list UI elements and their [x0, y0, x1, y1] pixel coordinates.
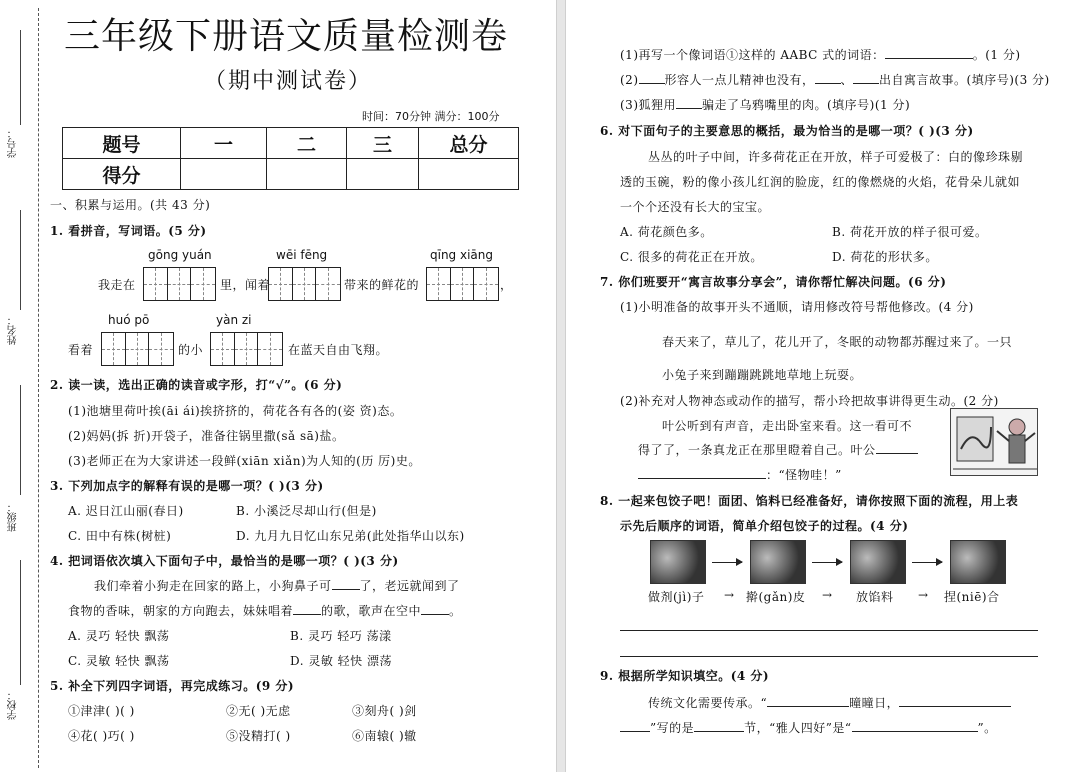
- q8-step: 擀(gǎn)皮: [746, 590, 806, 604]
- q3-stem: 3. 下列加点字的解释有误的是哪一项？( )(3 分): [50, 479, 324, 493]
- q9-stem: 9. 根据所学知识填空。(4 分): [600, 669, 770, 683]
- q6-option-c[interactable]: C. 很多的荷花正在开放。: [620, 250, 763, 264]
- q7-blank[interactable]: [876, 442, 918, 454]
- score-cell[interactable]: [267, 159, 347, 190]
- q1-pinyin: wēi fēng: [276, 248, 328, 262]
- arrow-glyph: →: [724, 588, 735, 602]
- q1-writing-grid[interactable]: [210, 332, 283, 366]
- page-title: 三年级下册语文质量检测卷: [64, 16, 509, 57]
- q3-option-d[interactable]: D. 九月九日忆山东兄弟(此处指华山以东): [236, 529, 465, 543]
- q4-passage: [94, 577, 460, 594]
- page-gutter: [556, 0, 566, 772]
- q9-blank[interactable]: [620, 720, 650, 732]
- label-name: 姓名：: [8, 315, 19, 345]
- arrow-glyph: →: [918, 588, 929, 602]
- q1-writing-grid[interactable]: [101, 332, 174, 366]
- q3-option-b[interactable]: B. 小溪泛尽却山行(但是): [236, 504, 377, 518]
- q1-writing-grid[interactable]: [143, 267, 216, 301]
- r-text: 骗走了乌鸦嘴里的肉。(填序号)(1 分): [702, 98, 911, 112]
- label-school: 学校：: [8, 690, 19, 720]
- score-header-cell: 三: [347, 128, 419, 159]
- rolling-photo: [750, 540, 806, 584]
- q1-text: ，: [500, 278, 513, 292]
- q4-text: 食物的香味，朝家的方向跑去，妹妹唱着: [68, 604, 294, 618]
- r-text: 。(1 分): [972, 48, 1021, 62]
- r-text: (3)狐狸用: [620, 98, 676, 112]
- q9-line: [620, 719, 997, 736]
- q1-pinyin: gōng yuán: [148, 248, 212, 262]
- pinching-photo: [950, 540, 1006, 584]
- q4-option-c[interactable]: C. 灵敏 轻快 飘荡: [68, 654, 170, 668]
- q7-passage[interactable]: 小兔子来到蹦蹦跳跳地草地上玩耍。: [662, 368, 863, 382]
- q4-blank[interactable]: [293, 603, 321, 615]
- q1-pinyin: yàn zi: [216, 313, 252, 327]
- r-blank[interactable]: [853, 72, 879, 84]
- q9-blank[interactable]: [767, 695, 849, 707]
- score-cell[interactable]: [347, 159, 419, 190]
- q4-option-d[interactable]: D. 灵敏 轻快 漂荡: [290, 654, 392, 668]
- q5-item[interactable]: ①津津( )( ): [68, 704, 135, 718]
- q4-stem: 4. 把词语依次填入下面句子中，最恰当的是哪一项？( )(3 分): [50, 554, 399, 568]
- q8-step: 做剂(jì)子: [648, 590, 705, 604]
- r-text: 形容人一点儿精神也没有，: [664, 73, 815, 87]
- q9-text: ”写的是: [650, 721, 695, 735]
- q2-line[interactable]: (3)老师正在为大家讲述一段鲜(xiān xiǎn)为人知的(历 厉)史。: [68, 454, 421, 468]
- q5-item[interactable]: ③刻舟( )剑: [352, 704, 417, 718]
- q1-writing-grid[interactable]: [268, 267, 341, 301]
- label-class: 班级：: [8, 502, 19, 532]
- q1-text: 带来的鲜花的: [344, 278, 420, 292]
- q5-stem: 5. 补全下列四字词语，再完成练习。(9 分): [50, 679, 295, 693]
- q8-stem: 8. 一起来包饺子吧！面团、馅料已经准备好，请你按照下面的流程，用上表: [600, 494, 1019, 508]
- q4-option-a[interactable]: A. 灵巧 轻快 飘荡: [68, 629, 170, 643]
- r-line-2: [620, 71, 1050, 88]
- r-blank[interactable]: [639, 72, 665, 84]
- dough-photo: [650, 540, 706, 584]
- filling-photo: [850, 540, 906, 584]
- score-header-cell: 总分: [419, 128, 519, 159]
- q9-blank[interactable]: [694, 720, 744, 732]
- q5-item[interactable]: ④花( )巧( ): [68, 729, 135, 743]
- q1-text: 的小: [178, 343, 204, 357]
- score-header-cell: 题号: [63, 128, 181, 159]
- q8-answer-line[interactable]: [620, 656, 1038, 657]
- q2-line[interactable]: (2)妈妈(拆 折)开袋子，准备往锅里撒(sǎ sā)盐。: [68, 429, 345, 443]
- field-line-name[interactable]: [20, 210, 21, 310]
- arrow-icon: [912, 562, 942, 563]
- q5-item[interactable]: ⑥南辕( )辙: [352, 729, 417, 743]
- q4-text: 我们牵着小狗走在回家的路上，小狗鼻子可: [94, 579, 332, 593]
- q5-item[interactable]: ②无( )无虑: [226, 704, 291, 718]
- q4-blank[interactable]: [421, 603, 449, 615]
- q7-passage: [638, 441, 918, 458]
- q1-text: 里，闻着: [220, 278, 271, 292]
- q6-passage: 丛丛的叶子中间，许多荷花正在开放，样子可爱极了：白的像珍珠剔: [648, 150, 1024, 164]
- q1-stem: 1. 看拼音，写词语。(5 分): [50, 224, 207, 238]
- q4-option-b[interactable]: B. 灵巧 轻巧 荡漾: [290, 629, 392, 643]
- q6-stem: 6. 对下面句子的主要意思的概括，最为恰当的是哪一项？( )(3 分): [600, 124, 974, 138]
- score-cell[interactable]: [419, 159, 519, 190]
- q8-step: 放馅料: [856, 590, 894, 604]
- q8-step: 捏(niē)合: [944, 590, 1000, 604]
- score-row-label: 得分: [63, 159, 181, 190]
- q2-stem: 2. 读一读，选出正确的读音或字形，打“√”。(6 分): [50, 378, 343, 392]
- q1-writing-grid[interactable]: [426, 267, 499, 301]
- q5-item[interactable]: ⑤没精打( ): [226, 729, 291, 743]
- q4-text: 了，老远就闻到了: [359, 579, 460, 593]
- arrow-icon: [812, 562, 842, 563]
- page-subtitle: （期中测试卷）: [204, 69, 373, 94]
- r-text: (2): [620, 73, 639, 87]
- q7-passage[interactable]: 春天来了，草儿了，花儿开了，冬眠的动物都苏醒过来了。一只: [662, 335, 1013, 349]
- exam-meta: 时间：70分钟 满分：100分: [362, 110, 500, 123]
- q9-text: 节，“雅人四好”是“: [744, 721, 852, 735]
- right-page: [566, 0, 1080, 772]
- q9-text: 传统文化需要传承。“: [648, 696, 768, 710]
- field-line-student-number[interactable]: [20, 30, 21, 125]
- q1-text: 看着: [68, 343, 94, 357]
- q9-blank[interactable]: [899, 695, 1011, 707]
- q1-text: 在蓝天自由飞翔。: [288, 343, 389, 357]
- binding-dashed-line: [38, 8, 39, 768]
- arrow-icon: [712, 562, 742, 563]
- q6-option-a[interactable]: A. 荷花颜色多。: [620, 225, 713, 239]
- q2-line[interactable]: (1)池塘里荷叶挨(āi ái)挨挤挤的，荷花各有各的(姿 资)态。: [68, 404, 403, 418]
- q1-pinyin: huó pō: [108, 313, 150, 327]
- r-blank[interactable]: [885, 47, 973, 59]
- arrow-glyph: →: [822, 588, 833, 602]
- q4-text: 的歌，歌声在空中: [321, 604, 422, 618]
- q7-text: 得了了，一条真龙正在那里瞪着自己。叶公: [638, 443, 876, 457]
- q9-text: 曈曈日，: [849, 696, 900, 710]
- q7-passage: [638, 466, 842, 483]
- ye-gong-illustration: [950, 408, 1038, 476]
- q4-passage: [68, 602, 462, 619]
- q7-blank[interactable]: [638, 467, 766, 479]
- score-header-cell: 二: [267, 128, 347, 159]
- q9-blank[interactable]: [852, 720, 978, 732]
- r-text: 出自寓言故事。(填序号)(3 分): [879, 73, 1050, 87]
- r-text: (1)再写一个像词语①这样的 AABC 式的词语：: [620, 48, 885, 62]
- q6-passage: 一个个还没有长大的宝宝。: [620, 200, 771, 214]
- score-cell[interactable]: [181, 159, 267, 190]
- q6-option-d[interactable]: D. 荷花的形状多。: [832, 250, 938, 264]
- q7-passage: 叶公听到有声音，走出卧室来看。这一看可不: [662, 419, 913, 433]
- q1-pinyin: qīng xiāng: [430, 248, 493, 262]
- field-line-school[interactable]: [20, 560, 21, 685]
- q4-blank[interactable]: [332, 578, 360, 590]
- score-header-cell: 一: [181, 128, 267, 159]
- q4-text: 。: [449, 604, 462, 618]
- q7-text: ：“怪物哇！”: [766, 468, 842, 482]
- r-line-1: [620, 46, 1021, 63]
- q8-answer-line[interactable]: [620, 630, 1038, 631]
- r-blank[interactable]: [676, 97, 702, 109]
- r-text: 、: [840, 73, 854, 87]
- q3-option-a[interactable]: A. 迟日江山丽(春日): [68, 504, 184, 518]
- r-line-3: [620, 96, 910, 113]
- score-table: [62, 127, 519, 190]
- q1-text: 我走在: [98, 278, 136, 292]
- q7-sub: (1)小明准备的故事开头不通顺，请用修改符号帮他修改。(4 分): [620, 300, 974, 314]
- r-blank[interactable]: [815, 72, 841, 84]
- q9-line: [648, 694, 1011, 711]
- section-heading: 一、积累与运用。(共 43 分): [50, 198, 211, 212]
- q8-stem: 示先后顺序的词语，简单介绍包饺子的过程。(4 分): [620, 519, 909, 533]
- field-line-class[interactable]: [20, 385, 21, 495]
- q3-option-c[interactable]: C. 田中有株(树桩): [68, 529, 172, 543]
- q6-passage: 透的玉碗，粉的像小孩儿红润的脸庞，红的像燃烧的火焰，花骨朵儿就如: [620, 175, 1021, 189]
- q7-stem: 7. 你们班要开“寓言故事分享会”，请你帮忙解决问题。(6 分): [600, 275, 947, 289]
- q6-option-b[interactable]: B. 荷花开放的样子很可爱。: [832, 225, 988, 239]
- q9-text: ”。: [977, 721, 997, 735]
- label-student-number: 学号：: [8, 128, 19, 158]
- ye-gong-drawing: [951, 409, 1039, 477]
- q7-sub: (2)补充对人物神态或动作的描写，帮小玲把故事讲得更生动。(2 分): [620, 394, 999, 408]
